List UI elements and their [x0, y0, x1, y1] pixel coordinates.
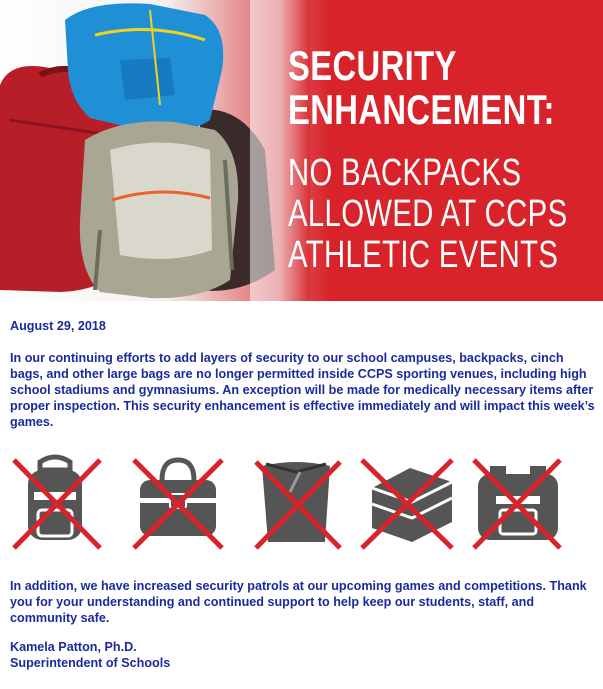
- headline-line-1: SECURITY: [288, 42, 457, 89]
- cinch-bag-icon: [256, 462, 340, 548]
- notice-paragraph-1: In our continuing efforts to add layers of security to our school campuses, backpacks, cinch bags, and other large bags are no longer permitted inside CCPS sporting venues, including high school stadiums and gymnasiums. An exception will be made for medically necessary items after proper inspection. This security enhancement is effective immediately and will impact this week’s games.: [10, 351, 595, 429]
- prohibited-items-row: [0, 452, 603, 552]
- backpack-icon: [14, 457, 100, 548]
- signature-title: Superintendent of Schools: [10, 656, 171, 670]
- subhead-line-3: ATHLETIC EVENTS: [288, 234, 559, 276]
- camera-bag-icon: [474, 460, 560, 548]
- headline-line-2: ENHANCEMENT:: [288, 86, 555, 133]
- banner: [0, 0, 603, 301]
- notice-date: August 29, 2018: [10, 319, 106, 333]
- notice-paragraph-2: In addition, we have increased security patrols at our upcoming games and competitions. Thank you for your understanding and continued support to help keep our students, staff, and community safe.: [10, 579, 587, 625]
- case-icon: [362, 460, 452, 548]
- signature-name: Kamela Patton, Ph.D.: [10, 640, 137, 654]
- handbag-icon: [134, 460, 222, 548]
- subhead-line-1: NO BACKPACKS: [288, 152, 522, 194]
- subhead-line-2: ALLOWED AT CCPS: [288, 193, 568, 235]
